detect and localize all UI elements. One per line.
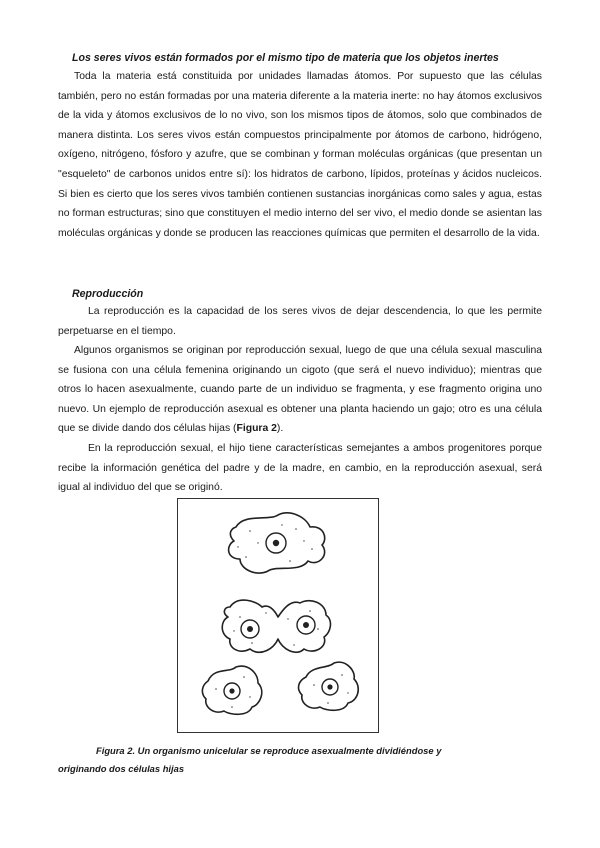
paragraph-text-start: Algunos organismos se originan por reproducción sexual, luego de que una célula sexual masculina se fusiona con una célula femenina originando un cigoto (que será el nuevo individuo); mientras que otros lo hacen asexualmente, cuando parte de un individuo se fragmenta, y ese fragmento origina uno nuevo. Un ejemplo de reproducción asexual es obtener una planta haciendo un gajo; otro es una célula que se divide dando dos células hijas ( [58,345,542,435]
paragraph-matter: Toda la materia está constituida por unidades llamadas átomos. Por supuesto que las células también, pero no están formadas por una materia diferente a la materia inerte: no hay átomos exclusivos de la vida y átomos exclusivos de lo no vivo, son los mismos tipos de átomos, solo que combinados de manera distinta. Los seres vivos están compuestos principalmente por átomos de carbono, hidrógeno, oxígeno, nitrógeno, fósforo y azufre, que se combinan y forman moléculas orgánicas (que presentan un "esqueleto" de carbonos unidos entre sí): los hidratos de carbono, lípidos, proteínas y ácidos nucleicos. Si bien es cierto que los seres vivos también contienen sustancias inorgánicas como sales y agua, estas no forman estructuras; sino que constituyen el medio interno del ser vivo, el medio donde se asientan las moléculas orgánicas y donde se producen las reacciones químicas que permiten el desarrollo de la vida. [58,71,542,239]
figure-cell-division [177,498,379,733]
paragraph-sexual-vs-asexual: En la reproducción sexual, el hijo tiene características semejantes a ambos progenitores porque recibe la información genética del padre y de la madre, en cambio, en la reproducción asexual, será igual al individuo del que se originó. [58,443,542,494]
caption-line-1: Figura 2. Un organismo unicelular se reproduce asexualmente dividiéndose y [96,745,442,756]
section-heading-reproduction: Reproducción [72,288,144,300]
section-heading-matter: Los seres vivos están formados por el mismo tipo de materia que los objetos inertes [72,52,499,64]
figure-caption [58,742,528,778]
caption-line-2: originando dos células hijas [58,763,185,774]
paragraph-reproduction-definition: La reproducción es la capacidad de los seres vivos de dejar descendencia, lo que les permite perpetuarse en el tiempo. [58,306,542,337]
figure-reference: Figura 2 [236,423,277,435]
cell-division-illustration [178,499,378,732]
paragraph-text-end: ). [276,423,284,435]
paragraph-reproduction-types [58,341,542,439]
